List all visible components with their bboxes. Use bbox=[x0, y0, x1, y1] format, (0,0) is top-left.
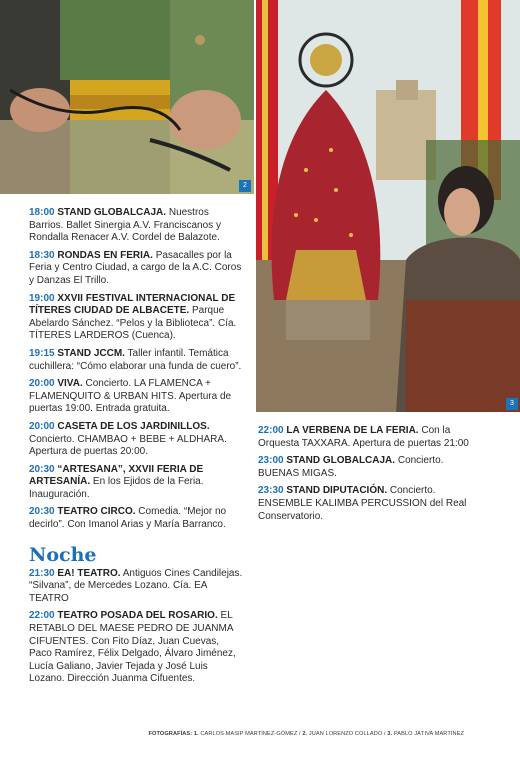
photo-virgin-statue bbox=[256, 0, 520, 412]
credit-name: CARLOS MASIP MARTÍNEZ-GÓMEZ / bbox=[198, 731, 303, 737]
event-title: TEATRO POSADA DEL ROSARIO. bbox=[57, 610, 218, 622]
event-item bbox=[29, 568, 244, 606]
section-heading-noche: Noche bbox=[29, 543, 97, 566]
schedule-left-column bbox=[29, 207, 244, 691]
event-description: Taller infantil. Temática cuchillera: “Cómo elaborar una funda de cuero”. bbox=[29, 347, 242, 372]
event-title: RONDAS EN FERIA. bbox=[57, 249, 153, 261]
event-item bbox=[29, 506, 244, 531]
event-description: Comedia. “Mejor no decirlo”. Con Imanol Arias y María Barranco. bbox=[29, 506, 227, 531]
event-item bbox=[29, 421, 244, 459]
event-description: Nuestros Barrios. Ballet Sinergia A.V. Franciscanos y Rondalla Renacer A.V. Cordel de Balazote. bbox=[29, 207, 221, 244]
credit-number: 2. bbox=[302, 731, 308, 737]
event-time: 19:15 bbox=[29, 347, 55, 359]
event-description: Con la Orquesta TAXXARA. Apertura de puertas 21:00 bbox=[258, 425, 469, 449]
credit-number: 3. bbox=[387, 731, 393, 737]
credit-name: JUAN LORENZO COLLADO / bbox=[307, 731, 388, 737]
event-description: Concierto. ENSEMBLE KALIMBA PERCUSSION del Real Conservatorio. bbox=[258, 485, 467, 522]
event-item bbox=[29, 464, 244, 502]
photo-virgin-statue-illustration bbox=[256, 0, 520, 412]
event-time: 22:00 bbox=[258, 425, 284, 436]
event-title: LA VERBENA DE LA FERIA. bbox=[286, 425, 419, 436]
event-item bbox=[29, 250, 244, 288]
event-description: Concierto. BUENAS MIGAS. bbox=[258, 455, 444, 479]
event-description: Antiguos Cines Candilejas. “Silvana”, de Mercedes Lozano. Cía. EA TEATRO bbox=[29, 567, 243, 604]
event-time: 19:00 bbox=[29, 292, 55, 304]
credit-name: PABLO JÁTIVA MARTÍNEZ bbox=[392, 731, 464, 737]
event-time: 18:30 bbox=[29, 249, 55, 261]
event-time: 20:30 bbox=[29, 506, 55, 518]
event-description: Parque Abelardo Sánchez. “Pelos y la Biblioteca”. Cía. TÍTERES LARDEROS (Cuenca). bbox=[29, 305, 237, 342]
event-title: STAND JCCM. bbox=[57, 347, 125, 359]
event-description: Concierto. CHAMBAO + BEBE + ALDHARA. Apertura de puertas 20:00. bbox=[29, 433, 227, 458]
event-description: Pasacalles por la Feria y Centro Ciudad, a cargo de la A.C. Coros y Danzas El Trillo. bbox=[29, 249, 242, 286]
event-description: Concierto. LA FLAMENCA + FLAMENQUITO & URBAN HITS. Apertura de puertas 19:00. Entrada gratuita. bbox=[29, 378, 232, 415]
event-time: 20:00 bbox=[29, 420, 55, 432]
event-description: EL RETABLO DEL MAESE PEDRO DE JUANMA CIFUENTES. Con Fito Díaz, Juan Cuevas, Paco Ramírez, Félix Delgado, Álvaro Jiménez, Lucía Galiano, Javier Tejada y José Luis Lozano. Dirección Juanma Cifuentes. bbox=[29, 610, 236, 685]
photo-feria-costume-illustration bbox=[0, 0, 254, 194]
event-item bbox=[258, 455, 478, 480]
credit-number: 1. bbox=[193, 731, 199, 737]
event-time: 22:00 bbox=[29, 610, 55, 622]
event-title: TEATRO CIRCO. bbox=[57, 506, 136, 518]
event-title: “ARTESANA”, XXVII FERIA DE ARTESANÍA. bbox=[29, 463, 204, 488]
event-item bbox=[258, 425, 478, 450]
event-time: 20:30 bbox=[29, 463, 55, 475]
schedule-right-column bbox=[258, 425, 478, 528]
event-title: STAND DIPUTACIÓN. bbox=[286, 485, 388, 497]
event-title: STAND GLOBALCAJA. bbox=[286, 455, 396, 467]
event-item bbox=[258, 485, 478, 523]
event-item bbox=[29, 348, 244, 373]
event-item bbox=[29, 207, 244, 245]
event-description: En los Ejidos de la Feria. Inauguración. bbox=[29, 476, 204, 500]
event-title: CASETA DE LOS JARDINILLOS. bbox=[57, 420, 210, 432]
event-item bbox=[29, 293, 244, 343]
photo-number-3: 3 bbox=[506, 398, 518, 410]
photo-number-2: 2 bbox=[239, 180, 251, 192]
credits-label: FOTOGRAFÍAS: bbox=[148, 731, 193, 737]
event-time: 21:30 bbox=[29, 567, 55, 579]
event-item bbox=[29, 610, 244, 686]
event-time: 18:00 bbox=[29, 207, 55, 218]
event-time: 20:00 bbox=[29, 378, 55, 390]
event-title: EA! TEATRO. bbox=[57, 567, 121, 579]
event-title: STAND GLOBALCAJA. bbox=[57, 207, 167, 218]
photo-credits bbox=[149, 731, 464, 737]
event-time: 23:30 bbox=[258, 485, 284, 497]
photo-feria-costume bbox=[0, 0, 254, 194]
event-title: XXVII FESTIVAL INTERNACIONAL DE TÍTERES CIUDAD DE ALBACETE. bbox=[29, 292, 236, 317]
event-time: 23:00 bbox=[258, 455, 284, 467]
event-item bbox=[29, 378, 244, 416]
event-title: VIVA. bbox=[57, 378, 83, 390]
